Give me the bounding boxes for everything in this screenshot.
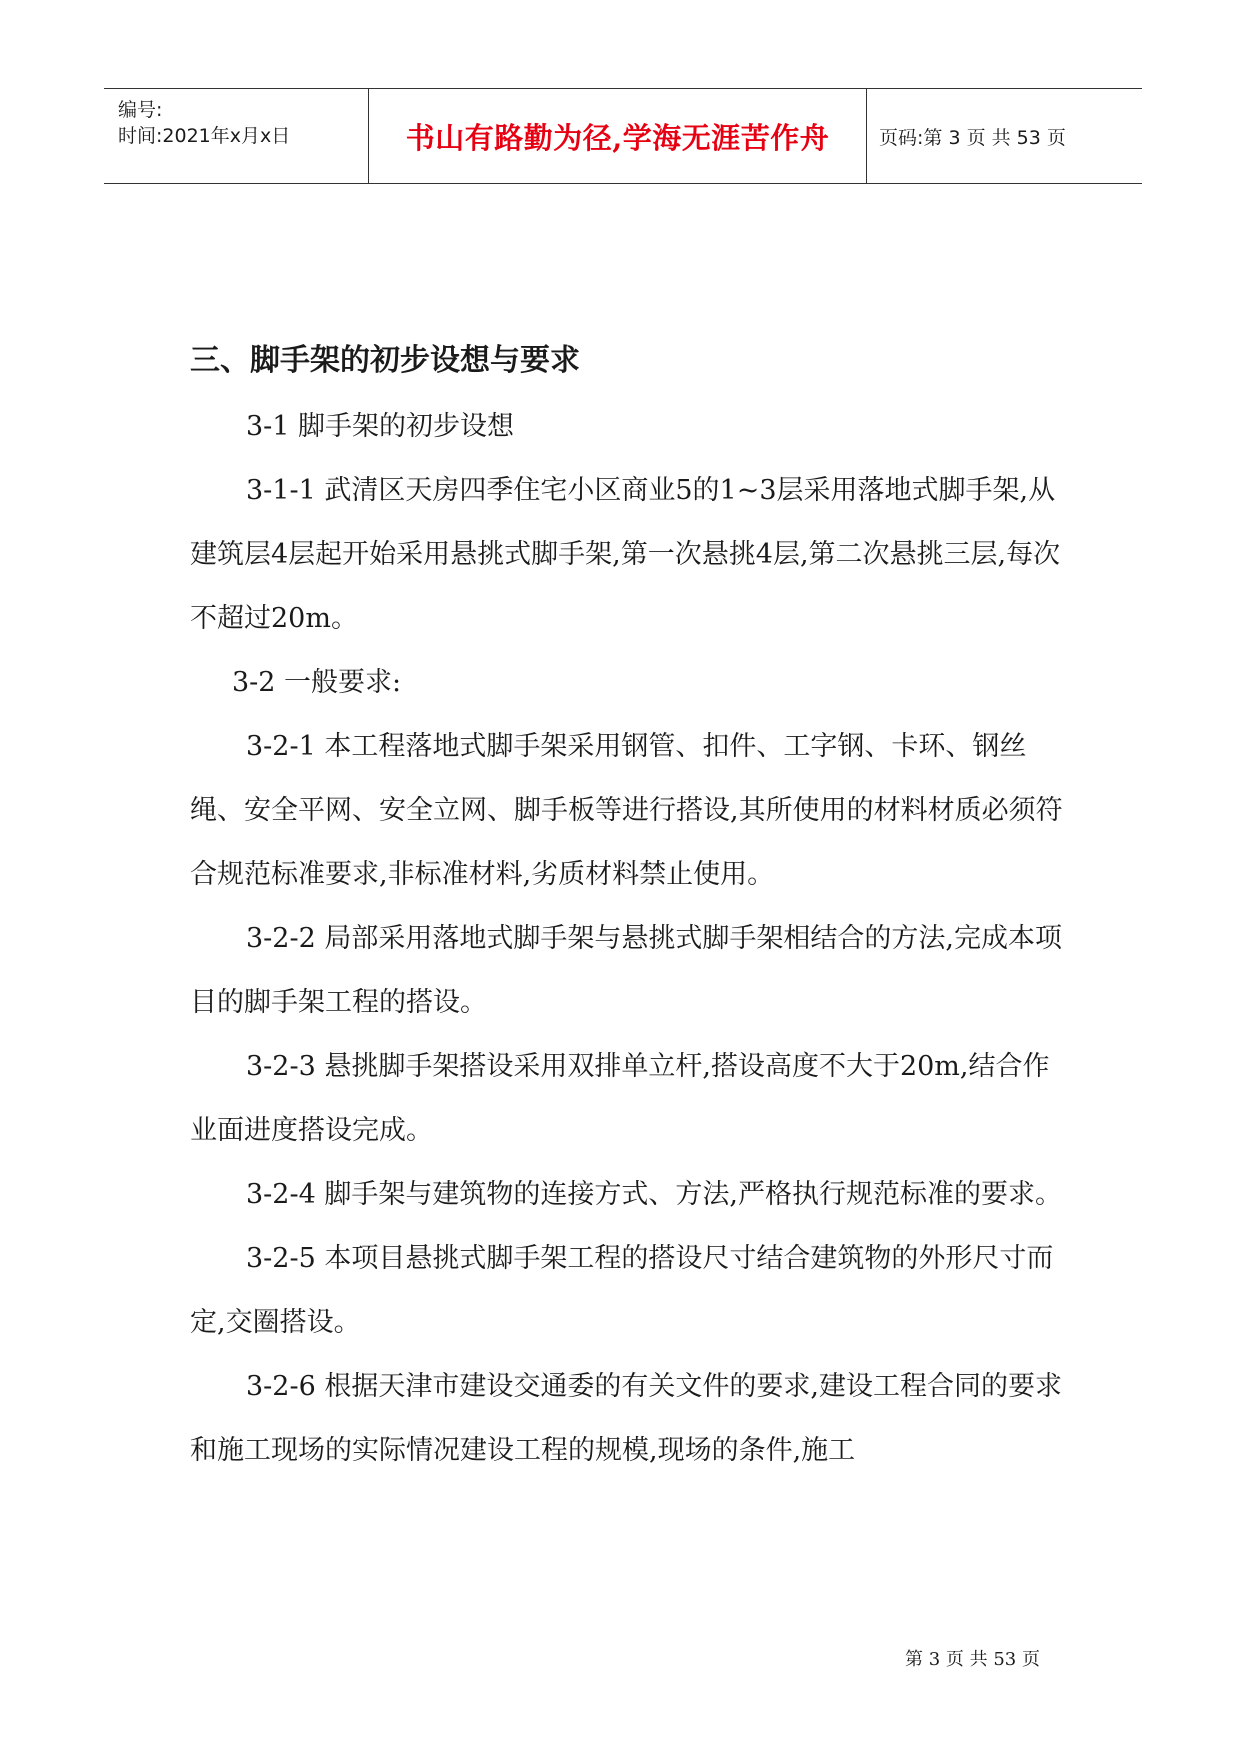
header-meta bbox=[118, 89, 368, 183]
header-page-number: 页码:第 3 页 共 53 页 bbox=[879, 126, 1066, 149]
paragraph: 3-2-5 本项目悬挑式脚手架工程的搭设尺寸结合建筑物的外形尺寸而定,交圈搭设。 bbox=[190, 1243, 1054, 1338]
paragraph: 3-2 一般要求: bbox=[232, 667, 402, 698]
paragraph: 3-2-4 脚手架与建筑物的连接方式、方法,严格执行规范标准的要求。 bbox=[246, 1179, 1062, 1210]
paragraph: 3-2-1 本工程落地式脚手架采用钢管、扣件、工字钢、卡环、钢丝绳、安全平网、安全立网、脚手板等进行搭设,其所使用的材料材质必须符合规范标准要求,非标准材料,劣质材料禁止使用。 bbox=[190, 731, 1063, 890]
footer-page-number: 第 3 页 共 53 页 bbox=[905, 1649, 1040, 1670]
paragraph: 3-1 脚手架的初步设想 bbox=[246, 411, 515, 442]
section-title: 三、脚手架的初步设想与要求 bbox=[190, 343, 580, 378]
paragraph: 3-2-2 局部采用落地式脚手架与悬挑式脚手架相结合的方法,完成本项目的脚手架工程的搭设。 bbox=[190, 923, 1062, 1018]
document-time-label: 时间:2021年x月x日 bbox=[118, 125, 291, 147]
document-body bbox=[190, 335, 1070, 1483]
page-header bbox=[104, 88, 1142, 184]
document-number-label: 编号: bbox=[118, 99, 163, 121]
header-motto: 书山有路勤为径,学海无涯苦作舟 bbox=[405, 120, 830, 155]
paragraph: 3-1-1 武清区天房四季住宅小区商业5的1~3层采用落地式脚手架,从建筑层4层起开始采用悬挑式脚手架,第一次悬挑4层,第二次悬挑三层,每次不超过20m。 bbox=[190, 475, 1061, 634]
paragraph: 3-2-3 悬挑脚手架搭设采用双排单立杆,搭设高度不大于20m,结合作业面进度搭设完成。 bbox=[190, 1051, 1050, 1146]
header-motto-cell bbox=[368, 89, 867, 183]
paragraph: 3-2-6 根据天津市建设交通委的有关文件的要求,建设工程合同的要求和施工现场的实际情况建设工程的规模,现场的条件,施工 bbox=[190, 1371, 1062, 1466]
